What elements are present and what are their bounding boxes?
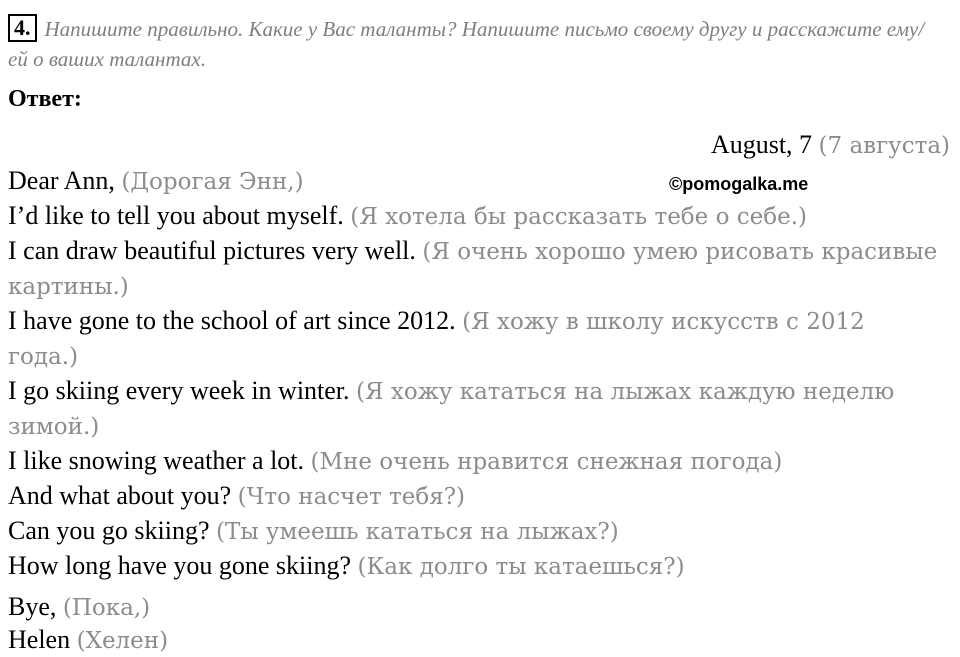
letter-signature xyxy=(8,624,938,657)
letter-line xyxy=(8,479,938,514)
letter-line xyxy=(8,514,938,549)
line-text: I like snowing weather a lot. xyxy=(8,446,305,475)
letter-closing xyxy=(8,591,938,624)
task-instruction: Напишите правильно. Какие у Вас таланты? Напишите письмо своему другу и расскажите ему/ей о ваших талантах. xyxy=(8,17,925,71)
letter-closing-block xyxy=(8,591,938,657)
line-text: I have gone to the school of art since 2012. xyxy=(8,306,456,335)
line-translation: (Ты умеешь кататься на лыжах?) xyxy=(216,519,619,545)
line-text: Bye, xyxy=(8,592,57,621)
line-translation: (Как долго ты катаешься?) xyxy=(357,554,685,580)
letter-line xyxy=(8,234,938,304)
date-translation: (7 августа) xyxy=(818,133,950,159)
line-text: Dear Ann, xyxy=(8,166,115,195)
letter-line xyxy=(8,374,938,444)
letter-line xyxy=(8,444,938,479)
line-translation: (Хелен) xyxy=(76,628,169,654)
letter-line xyxy=(8,549,938,584)
line-text: How long have you gone skiing? xyxy=(8,551,352,580)
line-text: I go skiing every week in winter. xyxy=(8,376,350,405)
line-text: I’d like to tell you about myself. xyxy=(8,201,344,230)
line-text: Can you go skiing? xyxy=(8,516,210,545)
line-translation: (Что насчет тебя?) xyxy=(237,484,466,510)
task-header xyxy=(8,14,938,74)
line-translation: (Мне очень нравится снежная погода) xyxy=(310,449,783,475)
line-translation: (Пока,) xyxy=(62,595,151,621)
letter-greeting xyxy=(8,164,938,199)
line-text: I can draw beautiful pictures very well. xyxy=(8,236,416,265)
letter-line xyxy=(8,304,938,374)
watermark: ©pomogalka.me xyxy=(669,174,809,194)
task-number: 4. xyxy=(8,14,37,42)
letter-line xyxy=(8,199,938,234)
answer-label: Ответ: xyxy=(8,86,82,112)
line-text: And what about you? xyxy=(8,481,232,510)
letter-body xyxy=(8,164,938,657)
line-translation: (Я хожу в школу искусств с 2012 года.) xyxy=(8,309,865,370)
line-translation: (Я хожу кататься на лыжах каждую неделю зимой.) xyxy=(8,379,895,440)
date-text: August, 7 xyxy=(710,130,813,159)
line-translation: (Я хотела бы рассказать тебе о себе.) xyxy=(350,204,807,230)
line-translation: (Дорогая Энн,) xyxy=(121,169,304,195)
letter-date xyxy=(711,130,950,160)
line-text: Helen xyxy=(8,625,71,654)
line-translation: (Я очень хорошо умею рисовать красивые картины.) xyxy=(8,239,938,300)
